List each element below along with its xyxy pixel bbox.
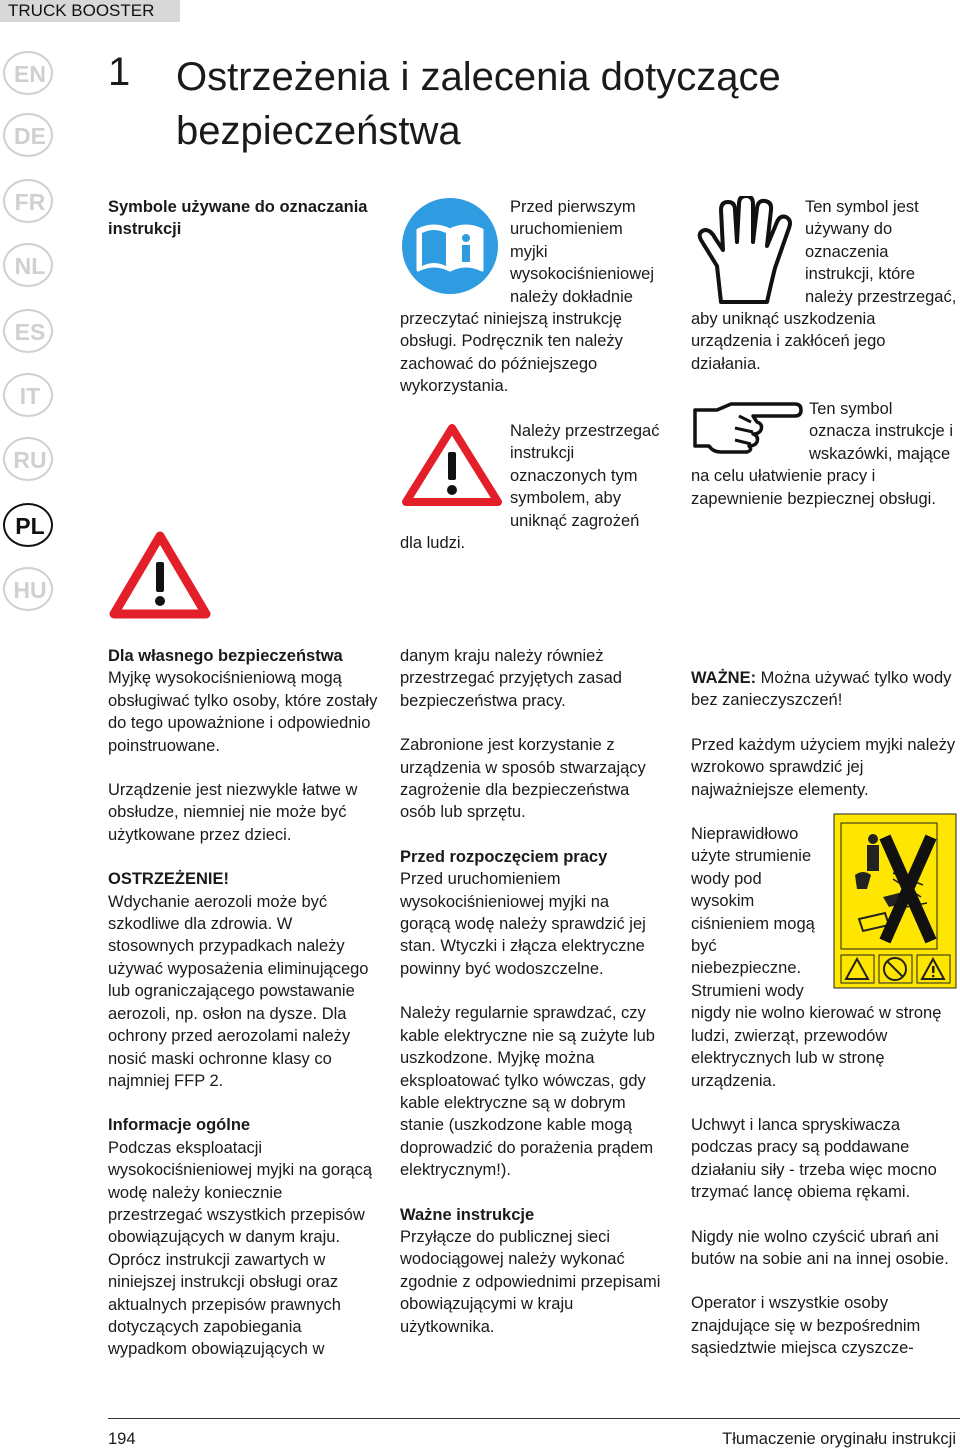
stop-hand-icon (691, 196, 799, 308)
important-water-text: Można używać tylko wody bez zanieczyszczeń! (691, 669, 952, 710)
language-tab-label: DE (14, 122, 46, 149)
language-tab-label: FR (14, 188, 46, 215)
important-label: WAŻNE: (691, 669, 757, 687)
prohibited-text: Zabronione jest korzystanie z urządzenia w sposób stwarzający zagrożenie dla bezpieczeństwa osób lub sprzętu. (400, 736, 646, 822)
aerosol-warning-text: Wdychanie aerozoli może być szkodliwe dla zdrowia. W stosownych przypadkach należy używać wyposażenia eliminującego lub ograniczającego powstawanie aerozoli, np. osłon na dysze. Dla ochrony przed aerozolami należy nosić maski ochronne klasy co najmniej FFP 2. (108, 892, 369, 1090)
column-2 (400, 645, 662, 1360)
language-tab-pl[interactable] (0, 500, 60, 552)
language-tab-de[interactable] (0, 110, 60, 162)
language-tab-label: EN (14, 60, 46, 87)
header-label: TRUCK BOOSTER (8, 1, 155, 20)
operator-text: Operator i wszystkie osoby znajdujące się w bezpośrednim sąsiedztwie miejsca czyszcze- (691, 1294, 921, 1358)
general-info-heading: Informacje ogólne (108, 1116, 251, 1135)
language-tab-hu[interactable] (0, 564, 60, 616)
language-tab-label: PL (15, 512, 45, 539)
visual-check-text: Przed każdym użyciem myjki należy wzrokowo sprawdzić jej najważniejsze elementy. (691, 735, 956, 799)
important-instructions-text: Przyłącze do publicznej sieci wodociągowej należy wykonać zgodnie z odpowiednimi przepisami obowiązującymi w kraju użytkownika. (400, 1227, 661, 1336)
language-tab-en[interactable] (0, 48, 60, 100)
safety-text: Myjkę wysokociśnieniową mogą obsługiwać tylko osoby, które zostały do tego upoważnione i odpowiednio poinstruowane. (108, 669, 378, 755)
manual-info-icon (400, 196, 504, 296)
manual-note (400, 196, 662, 398)
jet-danger-text: Nieprawidłowo użyte strumienie wody pod wysokim ciśnieniem mogą być niebezpieczne. Strumieni wody nigdy nie wolno kierować w stronę ludzi, zwierząt, przewodów elektrycznych lub w stronę urządzenia. (691, 825, 942, 1090)
language-tab-nl[interactable] (0, 240, 60, 292)
language-tab-ru[interactable] (0, 434, 60, 486)
pointer-text: Ten symbol oznacza instrukcje i wskazówki, mające na celu ułatwienie pracy i zapewnienie bezpiecznej obsługi. (691, 400, 953, 508)
clothes-text: Nigdy nie wolno czyścić ubrań ani butów na sobie ani na innej osobie. (691, 1227, 949, 1268)
language-tab-it[interactable] (0, 370, 60, 422)
column-1 (108, 645, 378, 1383)
warning-triangle-icon (108, 530, 212, 620)
children-text: Urządzenie jest niezwykle łatwe w obsłudze, niemniej nie może być użytkowane przez dzieci. (108, 781, 358, 844)
column-3 (691, 667, 957, 1382)
continued-text: danym kraju należy również przestrzegać przyjętych zasad bezpieczeństwa pracy. (400, 647, 622, 710)
pointing-hand-icon (691, 398, 803, 454)
symbols-heading: Symbole używane do oznaczania instrukcji (108, 198, 368, 239)
language-tab-label: RU (13, 446, 47, 473)
lance-text: Uchwyt i lanca spryskiwacza podczas pracy są poddawane działaniu siły - trzeba więc mocno trzymać lancę obiema rękami. (691, 1115, 937, 1202)
page-number: 194 (108, 1430, 136, 1448)
manual-text: Przed pierwszym uruchomieniem myjki wysokociśnieniowej należy dokładnie przeczytać niniejszą instrukcję obsługi. Podręcznik ten należy zachować do późniejszego wykorzystania. (400, 198, 654, 396)
hand-text: Ten symbol jest używany do oznaczenia instrukcji, które należy przestrzegać, aby uniknąć uszkodzenia urządzenia i zakłóceń jego działania. (691, 198, 957, 373)
high-pressure-warning-sticker (833, 813, 957, 989)
language-tab-fr[interactable] (0, 176, 60, 228)
warning-symbol-text: Należy przestrzegać instrukcji oznaczonych tym symbolem, aby uniknąć zagrożeń dla ludzi. (400, 422, 660, 553)
language-tab-label: HU (13, 576, 47, 603)
general-info-text: Podczas eksploatacji wysokociśnieniowej myjki na gorącą wodę należy koniecznie przestrzegać wszystkich przepisów obowiązujących w danym kraju. Oprócz instrukcji zawartych w niniejszej instrukcji obsługi oraz aktualnych przepisów prawnych dotyczących zapobiegania wypadkom obowiązujących w (108, 1138, 373, 1359)
language-tab-label: IT (19, 382, 41, 409)
safety-heading: Dla własnego bezpieczeństwa (108, 647, 343, 665)
pointer-note (691, 398, 957, 510)
cables-text: Należy regularnie sprawdzać, czy kable elektryczne nie są zużyte lub uszkodzone. Myjkę można eksploatować tylko wówczas, gdy kable elektryczne są w dobrym stanie (uszkodzone kable mogą doprowadzić do porażenia prądem elektrycznym!). (400, 1004, 655, 1180)
small-warning-triangle-icon (400, 420, 504, 510)
warning-heading: OSTRZEŻENIE! (108, 870, 230, 889)
language-tab-label: NL (14, 252, 46, 279)
warning-note (400, 420, 662, 554)
chapter-number: 1 (108, 50, 131, 94)
chapter-title: Ostrzeżenia i zalecenia dotyczące bezpieczeństwa (176, 55, 781, 153)
language-tab-label: ES (14, 318, 46, 345)
before-work-heading: Przed rozpoczęciem pracy (400, 847, 608, 866)
hand-note (691, 196, 957, 375)
footer-divider (108, 1418, 960, 1419)
language-tab-es[interactable] (0, 306, 60, 358)
important-instructions-heading: Ważne instrukcje (400, 1205, 535, 1224)
before-work-text: Przed uruchomieniem wysokociśnieniowej myjki na gorącą wodę należy sprawdzić jej stan. Wtyczki i złącza elektryczne powinny być wodoszczelne. (400, 870, 646, 978)
footer-translation-note: Tłumaczenie oryginału instrukcji (722, 1430, 956, 1448)
